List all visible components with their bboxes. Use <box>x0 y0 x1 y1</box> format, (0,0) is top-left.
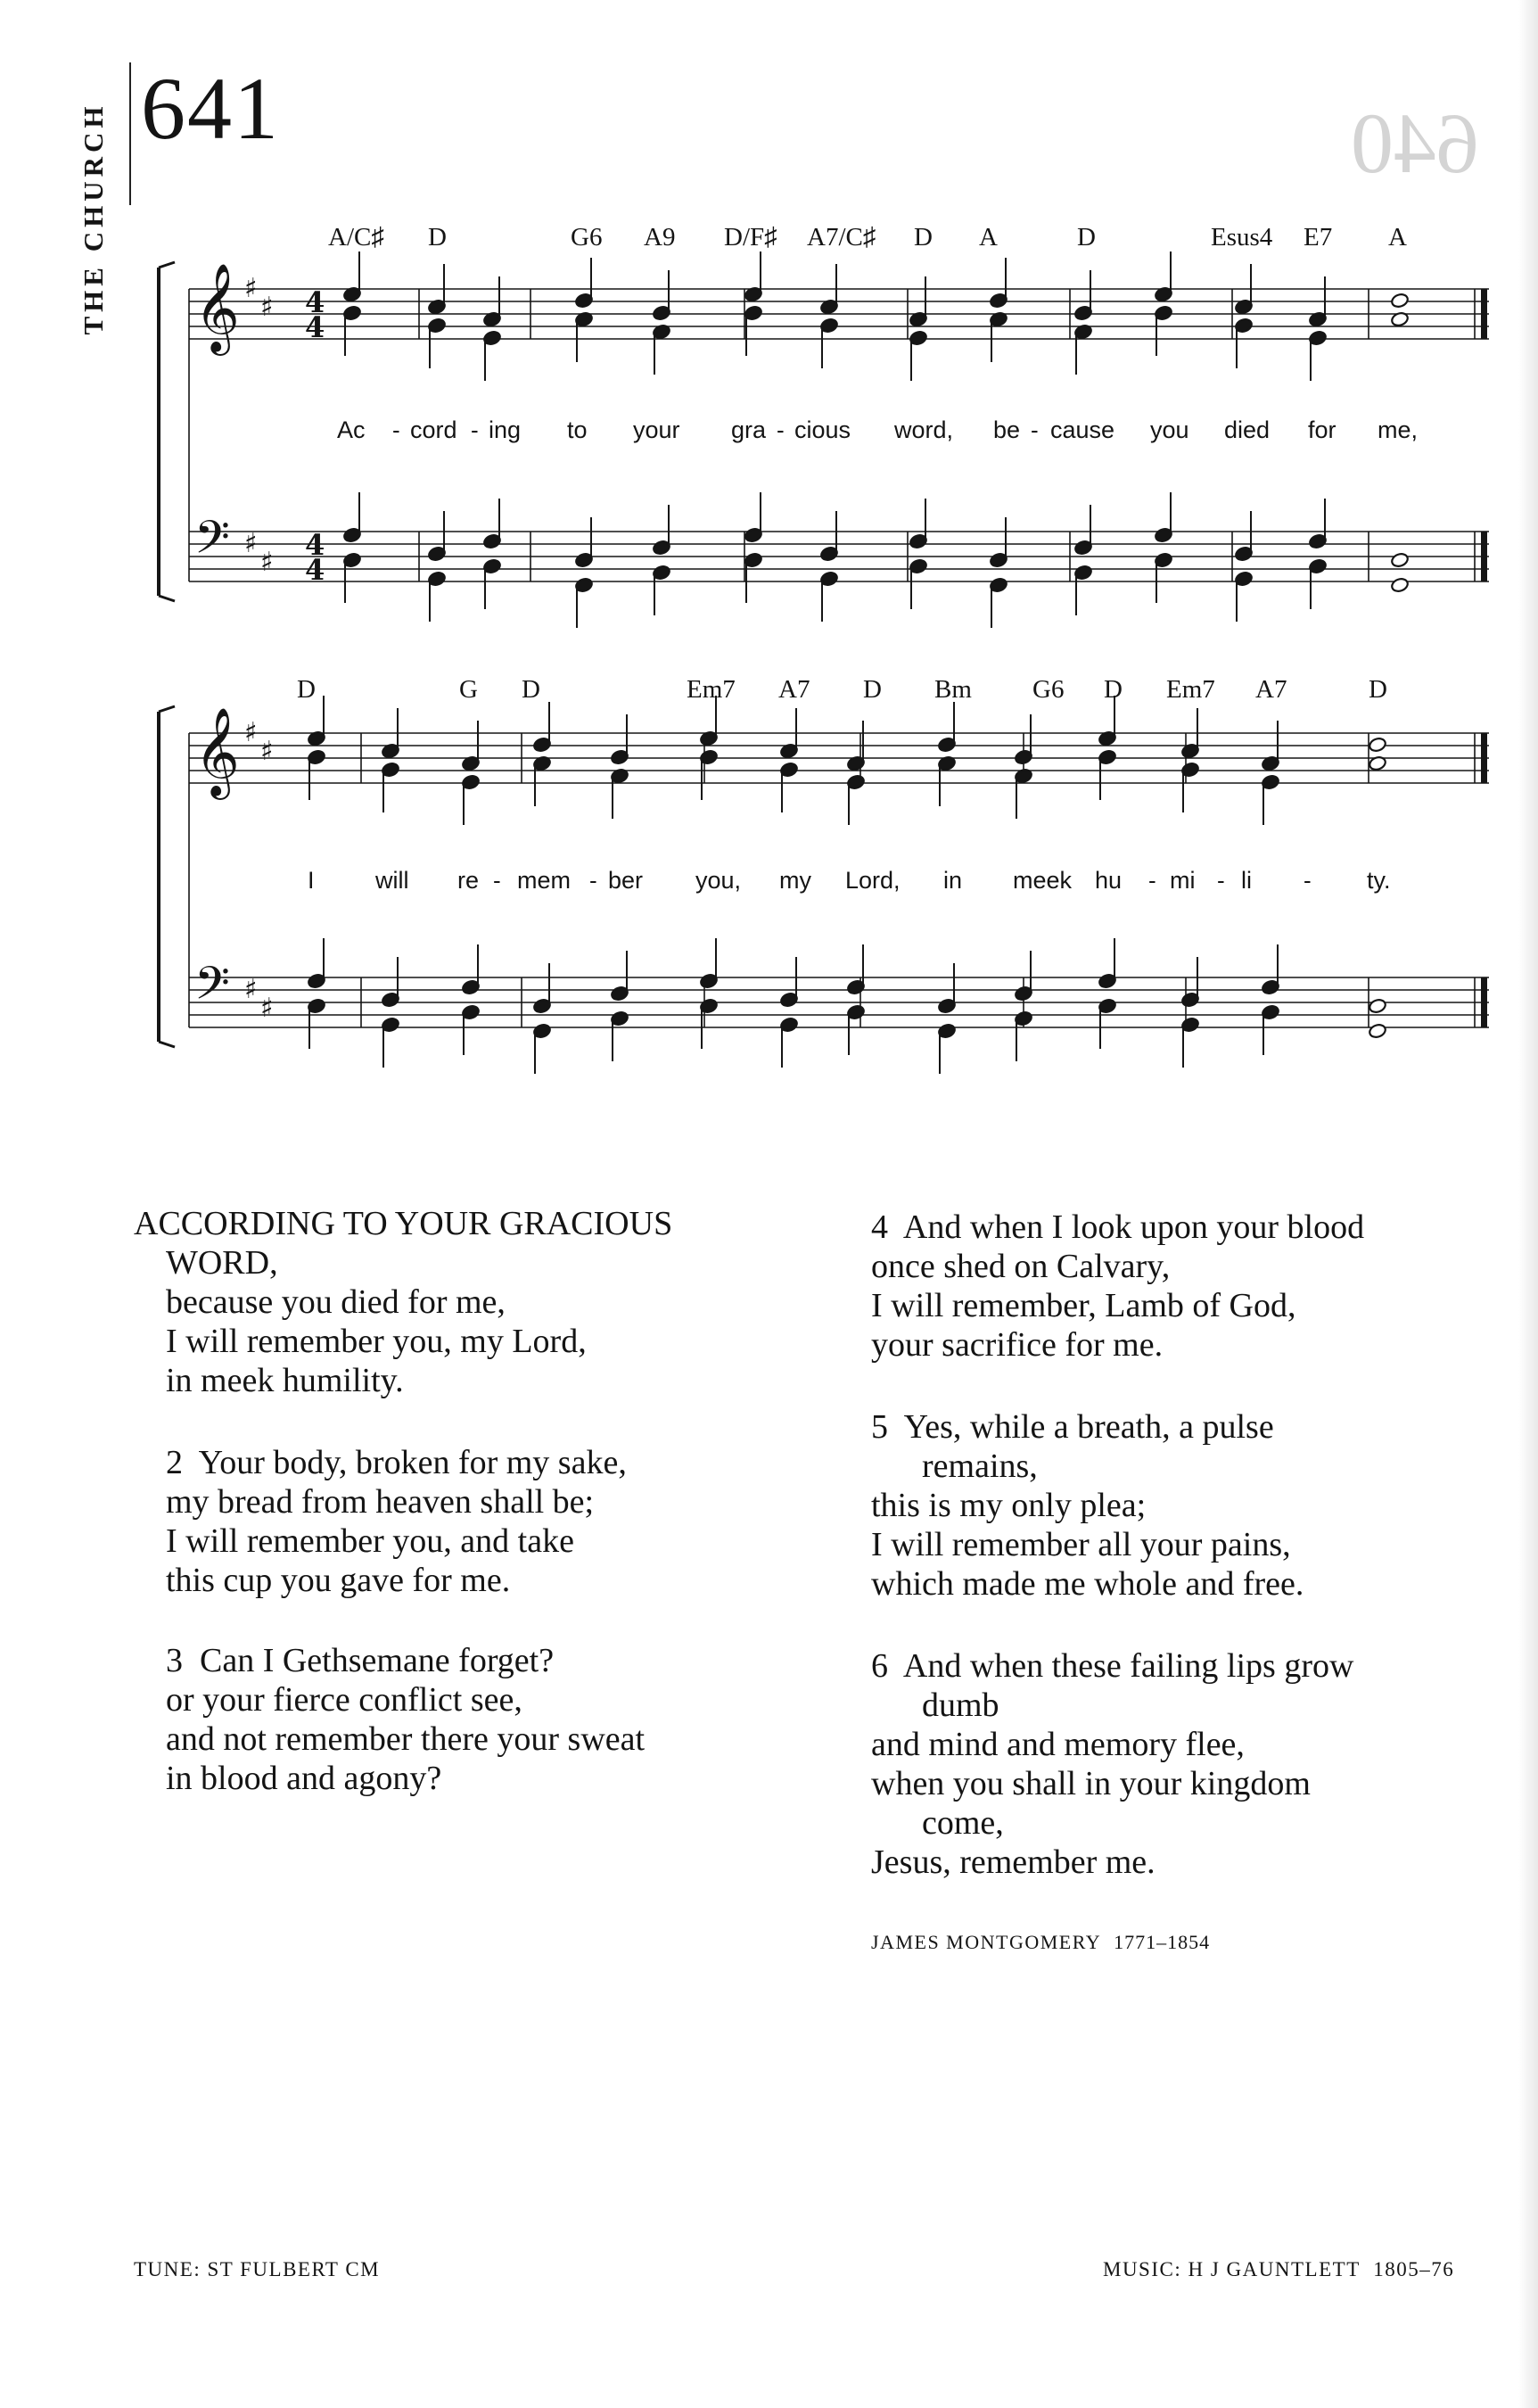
lyric-syllable: ty. <box>1367 867 1391 894</box>
lyric-syllable: you <box>1150 416 1189 443</box>
verse-4 <box>871 1208 1364 1365</box>
lyric-hyphen: - <box>1304 867 1312 894</box>
verse-line: come, <box>922 1804 1004 1842</box>
verse-line: and not remember there your sweat <box>166 1720 646 1758</box>
chord-symbol: A7 <box>778 675 810 704</box>
chord-symbol: Esus4 <box>1211 223 1273 252</box>
notehead <box>1390 552 1409 568</box>
chord-symbol: D <box>863 675 882 704</box>
final-barline <box>1481 977 1487 1027</box>
verse-3 <box>166 1641 645 1798</box>
notation-group <box>159 252 1489 1074</box>
verse-line: WORD, <box>166 1244 278 1282</box>
bass-clef-icon: 𝄢 <box>194 510 230 575</box>
verse-line: or your fierce conflict see, <box>166 1681 522 1719</box>
sharp-icon: ♯ <box>260 292 274 323</box>
lyric-hyphen: - <box>589 867 597 894</box>
treble-clef-icon: 𝄞 <box>194 707 240 796</box>
verse-line: And when these failing lips grow <box>902 1647 1354 1685</box>
music-years: 1805–76 <box>1373 2258 1455 2280</box>
lyric-syllable: you, <box>695 867 742 894</box>
chord-symbol: A7 <box>1255 675 1287 704</box>
verse-5 <box>871 1407 1304 1604</box>
chord-symbol: D/F♯ <box>724 223 777 252</box>
lyric-syllable: meek <box>1013 867 1073 894</box>
verse-line: I will remember, Lamb of God, <box>871 1287 1296 1324</box>
lyric-hyphen: - <box>777 416 785 443</box>
lyric-syllable: cord <box>410 416 457 443</box>
sharp-icon: ♯ <box>244 974 258 1005</box>
chord-symbol: A9 <box>644 223 676 252</box>
music-credit <box>1103 2258 1454 2281</box>
sharp-icon: ♯ <box>260 547 274 578</box>
verse-line: in blood and agony? <box>166 1760 442 1797</box>
lyric-syllable: li <box>1241 867 1252 894</box>
lyric-syllable: Lord, <box>845 867 901 894</box>
verse-line: Your body, broken for my sake, <box>198 1444 627 1481</box>
lyric-syllable: for <box>1308 416 1336 443</box>
author-credit <box>871 1931 1210 1954</box>
lyric-hyphen: - <box>471 416 479 443</box>
verse-6 <box>871 1646 1353 1882</box>
verse-line: this is my only plea; <box>871 1487 1147 1524</box>
chord-symbol: D <box>914 223 933 252</box>
chord-symbol: A7/C♯ <box>807 223 876 252</box>
bleed-through-number: 640 <box>1351 95 1479 191</box>
system-bracket <box>159 706 175 712</box>
chord-symbol: G6 <box>571 223 603 252</box>
verse-number: 4 <box>871 1208 888 1246</box>
verse-line: I will remember you, my Lord, <box>166 1323 587 1360</box>
verse-line: when you shall in your kingdom <box>871 1765 1311 1802</box>
verse-line: once shed on Calvary, <box>871 1248 1171 1285</box>
final-barline <box>1481 733 1487 783</box>
verse-line: And when I look upon your blood <box>902 1208 1365 1246</box>
time-signature: 4 <box>305 528 325 562</box>
verse-line: Can I Gethsemane forget? <box>200 1642 555 1679</box>
lyric-syllable: mem <box>517 867 571 894</box>
system-bracket <box>159 596 175 601</box>
hymn-number: 641 <box>141 59 280 158</box>
section-label-text: THE CHURCH <box>78 102 109 335</box>
sharp-icon: ♯ <box>244 528 258 559</box>
notehead <box>1390 293 1409 309</box>
chord-symbol: D <box>297 675 316 704</box>
verse-line: which made me whole and free. <box>871 1565 1304 1603</box>
chord-symbol: G6 <box>1032 675 1065 704</box>
lyric-syllable: be <box>993 416 1021 443</box>
lyric-syllable: your <box>633 416 680 443</box>
chord-symbol: G <box>459 675 478 704</box>
verse-line: ACCORDING TO YOUR GRACIOUS <box>134 1205 673 1242</box>
notehead <box>1390 577 1409 593</box>
verse-line: I will remember you, and take <box>166 1522 574 1560</box>
music-score <box>0 0 1538 1115</box>
chord-symbol: D <box>1104 675 1123 704</box>
chord-symbol: A <box>1388 223 1407 252</box>
chord-symbol: A <box>979 223 998 252</box>
verse-line: Jesus, remember me. <box>871 1843 1156 1881</box>
lyric-syllable: to <box>567 416 588 443</box>
lyric-syllable: gra <box>731 416 767 443</box>
lyric-hyphen: - <box>1031 416 1039 443</box>
lyric-syllable: re <box>457 867 480 894</box>
music-composer: MUSIC: H J GAUNTLETT <box>1103 2258 1361 2280</box>
chord-symbol: D <box>1077 223 1096 252</box>
lyric-syllable: cious <box>794 416 851 443</box>
verse-line: dumb <box>922 1686 999 1724</box>
verse-2 <box>166 1443 627 1600</box>
page-edge-shadow <box>1518 0 1538 2408</box>
verse-line: my bread from heaven shall be; <box>166 1483 595 1521</box>
lyric-syllable: in <box>943 867 963 894</box>
lyric-hyphen: - <box>392 416 400 443</box>
time-signature: 4 <box>305 553 325 587</box>
verse-number: 3 <box>166 1642 183 1679</box>
lyric-hyphen: - <box>493 867 501 894</box>
lyric-syllable: my <box>779 867 811 894</box>
verse-1 <box>134 1204 672 1400</box>
lyric-syllable: ing <box>489 416 522 443</box>
lyric-syllable: died <box>1224 416 1271 443</box>
verse-line: remains, <box>922 1447 1038 1485</box>
time-signature: 4 <box>305 310 325 344</box>
verse-line: Yes, while a breath, a pulse <box>903 1408 1274 1446</box>
lyric-syllable: cause <box>1050 416 1115 443</box>
lyric-hyphen: - <box>1217 867 1225 894</box>
bass-clef-icon: 𝄢 <box>194 956 230 1021</box>
verse-line: and mind and memory flee, <box>871 1726 1245 1763</box>
sharp-icon: ♯ <box>244 273 258 304</box>
tune-credit: TUNE: ST FULBERT CM <box>134 2258 381 2280</box>
verse-number: 2 <box>166 1444 183 1481</box>
notehead <box>1368 998 1386 1014</box>
lyric-hyphen: - <box>1148 867 1156 894</box>
lyric-syllable: word, <box>894 416 954 443</box>
notehead <box>1368 1023 1386 1039</box>
treble-clef-icon: 𝄞 <box>194 263 240 352</box>
chord-symbol: Em7 <box>1166 675 1215 704</box>
chord-symbol: Bm <box>934 675 972 704</box>
chord-symbol: D <box>522 675 540 704</box>
chord-symbol: D <box>1369 675 1387 704</box>
author-years: 1771–1854 <box>1114 1931 1211 1953</box>
lyric-syllable: hu <box>1095 867 1123 894</box>
system-bracket <box>159 262 175 268</box>
chord-symbol: Em7 <box>687 675 736 704</box>
chord-symbol: E7 <box>1304 223 1333 252</box>
lyric-syllable: I <box>308 867 315 894</box>
final-barline <box>1481 289 1487 339</box>
sharp-icon: ♯ <box>260 993 274 1024</box>
lyric-syllable: me, <box>1378 416 1419 443</box>
verse-line: this cup you gave for me. <box>166 1562 511 1599</box>
verse-number: 6 <box>871 1647 888 1685</box>
time-signature: 4 <box>305 285 325 319</box>
system-bracket <box>159 1042 175 1047</box>
sharp-icon: ♯ <box>244 717 258 748</box>
author-name: JAMES MONTGOMERY <box>871 1931 1102 1953</box>
chord-symbol: D <box>428 223 447 252</box>
verse-line: I will remember all your pains, <box>871 1526 1291 1563</box>
sharp-icon: ♯ <box>260 736 274 767</box>
lyric-syllable: ber <box>608 867 644 894</box>
chord-symbol: A/C♯ <box>328 223 384 252</box>
verse-line: because you died for me, <box>166 1283 506 1321</box>
lyric-syllable: mi <box>1170 867 1196 894</box>
final-barline <box>1481 532 1487 581</box>
verse-line: in meek humility. <box>166 1362 404 1399</box>
verse-line: your sacrifice for me. <box>871 1326 1164 1364</box>
lyric-syllable: will <box>375 867 409 894</box>
lyric-syllable: Ac <box>337 416 366 443</box>
notehead <box>1368 737 1386 753</box>
verse-number: 5 <box>871 1408 888 1446</box>
